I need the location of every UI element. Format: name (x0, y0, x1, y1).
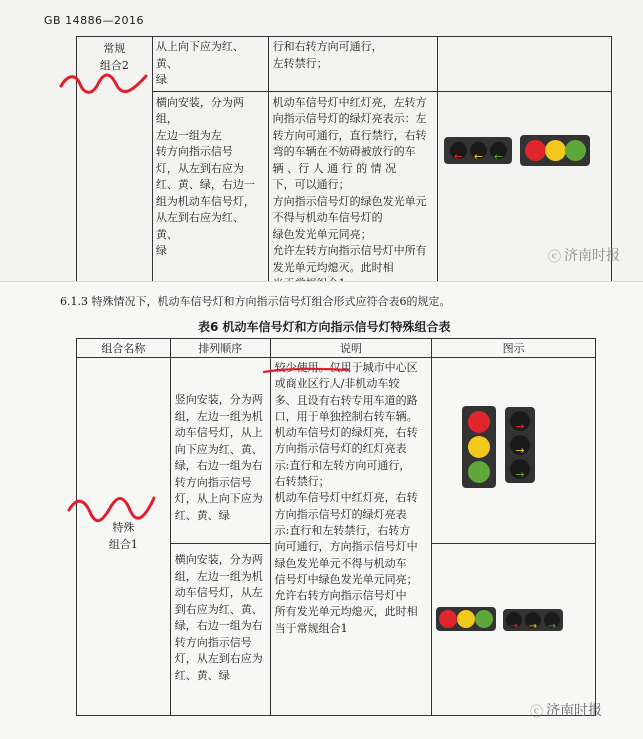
vehicle-lamp-red (439, 610, 457, 628)
table6-special-combo (76, 338, 596, 716)
vehicle-signal-vertical (462, 406, 496, 488)
red-squiggle-annotation (58, 68, 150, 98)
watermark-top (548, 245, 620, 265)
arrow-lamp-red (506, 612, 522, 632)
left-arrow-icon: ← (453, 150, 464, 163)
vehicle-lamp-yellow (457, 610, 475, 628)
table-conventional-combo (76, 36, 612, 297)
right-turn-arrow-signal-horizontal (503, 609, 563, 631)
diagram-cell-bottom (438, 91, 612, 296)
vehicle-signal-horizontal-2 (436, 607, 496, 631)
left-arrow-icon: ← (473, 150, 484, 163)
arrow-lamp-red (510, 411, 530, 431)
page-header: GB 14886—2016 (44, 14, 145, 27)
special-description: 较少使用。仅用于城市中心区 或商业区行人/非机动车较 多、且设有右转专用车道的路 口，用于单独控制右转车辆。 机动车信号灯的绿灯亮，右转 方向指示信号灯的红灯亮表 示:直行和左转方向可通行， 右转禁行； 机动车信号灯中红灯亮，右转 方向指示信号灯的绿灯亮表 示:直行和左转禁行，右转方 向可通行，方向指示信号灯中 绿色发光单元不得与机动车 信号灯中绿色发光单元同亮； 允许右转方向指示信号灯中 所有发光单元均熄灭，此时相 当于常规组合1 (270, 358, 432, 716)
vehicle-lamp-green (475, 610, 493, 628)
right-turn-arrow-signal-vertical (505, 407, 535, 483)
header-diagram: 图示 (432, 339, 596, 358)
vehicle-lamp-green (565, 140, 586, 161)
order-vertical: 竖向安装，分为两 组，左边一组为机 动车信号灯，从上 向下应为红、黄、 绿，右边一组为右 转方向指示信号 灯，从上向下应为 红、黄、绿 (170, 358, 270, 544)
header-description: 说明 (270, 339, 432, 358)
red-underline-annotation (262, 366, 352, 376)
desc-cell-bottom: 机动车信号灯中红灯亮，左转方 向指示信号灯的绿灯亮表示：左 转方向可通行，直行禁行，右转 弯的车辆在不妨碍被放行的车 辆 、行 人 通 行 的 情 况 下，可以通行； 方向指示信号灯的绿色发光单元 不得与机动车信号灯的 绿色发光单元同亮； 允许左转方向指示信号灯中所有 发光单元均熄灭。此时相 (268, 91, 438, 296)
right-arrow-icon: → (528, 621, 538, 632)
arrow-lamp-yellow (525, 612, 541, 632)
right-arrow-icon: → (547, 621, 557, 632)
watermark-text: 济南时报 (546, 703, 603, 719)
order-cell-top: 从上向下应为红、黄、 绿 (152, 37, 268, 92)
watermark-text: 济南时报 (564, 248, 621, 264)
group-name-cell: 常规 组合2 (77, 37, 153, 297)
wechat-icon: ⓒ (548, 249, 562, 265)
table-caption: 表6 机动车信号灯和方向指示信号灯特殊组合表 (198, 320, 451, 334)
arrow-lamp-yellow (470, 142, 487, 163)
desc-cell-top: 行和右转方向可通行， 左转禁行； (268, 37, 438, 92)
order-horizontal: 横向安装，分为两 组，左边一组为机 动车信号灯，从左 到右应为红、黄、 绿，右边一组为右 转方向指示信号 灯，从左到右应为 红、黄、绿 (170, 544, 270, 716)
vehicle-lamp-yellow (545, 140, 566, 161)
header-group-name: 组合名称 (77, 339, 171, 358)
left-arrow-icon: ← (493, 150, 504, 163)
diagram-cell-top (438, 37, 612, 92)
section-paragraph: 6.1.3 特殊情况下，机动车信号灯和方向指示信号灯组合形式应符合表6的规定。 (60, 295, 451, 308)
special-group-name: 特殊 组合1 (77, 358, 171, 716)
arrow-lamp-green (544, 612, 560, 632)
vehicle-lamp-red (525, 140, 546, 161)
vehicle-lamp-red (468, 411, 490, 433)
order-cell-bottom: 横向安装，分为两组， 左边一组为左 转方向指示信号 灯，从左到右应为 红、黄、绿，右边一 组为机动车信号灯， 从左到右应为红、黄、 绿 (152, 91, 268, 296)
right-arrow-icon: → (509, 621, 519, 632)
vehicle-lamp-yellow (468, 436, 490, 458)
arrow-lamp-yellow (510, 435, 530, 455)
right-arrow-icon: → (515, 468, 525, 481)
red-squiggle-annotation-2 (66, 490, 158, 526)
right-arrow-icon: → (515, 444, 525, 457)
arrow-lamp-green (490, 142, 507, 163)
vehicle-lamp-green (468, 461, 490, 483)
arrow-lamp-green (510, 459, 530, 479)
left-turn-arrow-signal-horizontal (444, 137, 512, 164)
vehicle-signal-horizontal (520, 135, 590, 166)
watermark-bottom (530, 700, 602, 720)
header-order: 排列顺序 (170, 339, 270, 358)
right-arrow-icon: → (515, 420, 525, 433)
arrow-lamp-red (450, 142, 467, 163)
wechat-icon: ⓒ (530, 704, 544, 720)
